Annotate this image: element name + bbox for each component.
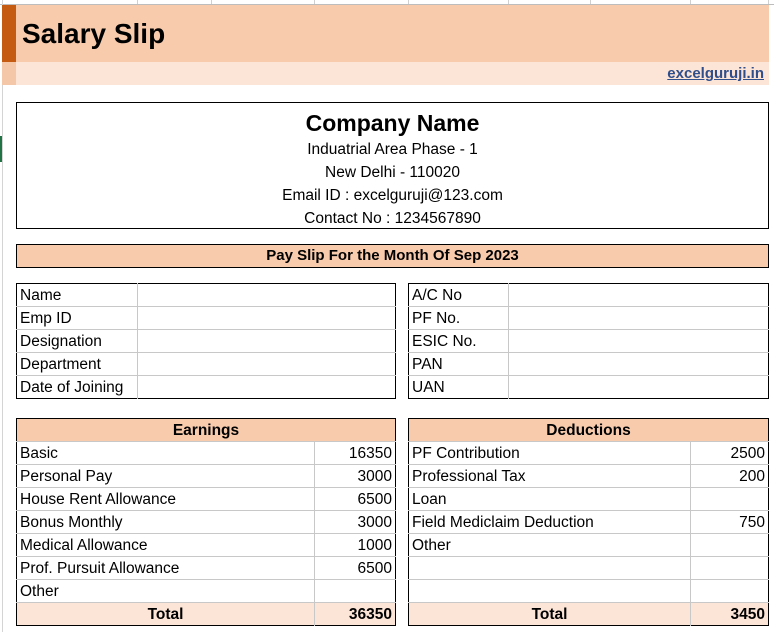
sheet-column-divider bbox=[690, 0, 691, 4]
table-row bbox=[17, 511, 396, 534]
deductions-header-row bbox=[409, 419, 769, 442]
field-label: Date of Joining bbox=[17, 376, 138, 399]
deduction-amount[interactable] bbox=[691, 580, 769, 603]
earnings-total-value: 36350 bbox=[315, 603, 396, 626]
uan-field[interactable] bbox=[509, 376, 769, 399]
deduction-label: Other bbox=[409, 534, 691, 557]
sheet-column-divider bbox=[768, 0, 769, 4]
field-label: Department bbox=[17, 353, 138, 376]
deduction-label bbox=[409, 557, 691, 580]
department-field[interactable] bbox=[138, 353, 396, 376]
pan-field[interactable] bbox=[509, 353, 769, 376]
deduction-label: PF Contribution bbox=[409, 442, 691, 465]
company-address-line1: Induatrial Area Phase - 1 bbox=[307, 141, 478, 158]
table-row bbox=[17, 284, 396, 307]
deduction-label: Field Mediclaim Deduction bbox=[409, 511, 691, 534]
earnings-header-row bbox=[17, 419, 396, 442]
name-field[interactable] bbox=[138, 284, 396, 307]
table-row bbox=[409, 465, 769, 488]
earning-label: Other bbox=[17, 580, 315, 603]
field-label: PAN bbox=[409, 353, 509, 376]
table-row bbox=[17, 353, 396, 376]
deductions-total-label: Total bbox=[409, 603, 691, 626]
earning-label: Bonus Monthly bbox=[17, 511, 315, 534]
company-address-line2: New Delhi - 110020 bbox=[325, 164, 460, 181]
company-name: Company Name bbox=[305, 110, 480, 136]
earning-amount[interactable]: 6500 bbox=[315, 488, 396, 511]
earning-label: Basic bbox=[17, 442, 315, 465]
field-label: Designation bbox=[17, 330, 138, 353]
deduction-amount[interactable]: 2500 bbox=[691, 442, 769, 465]
earning-amount[interactable]: 16350 bbox=[315, 442, 396, 465]
sheet-column-divider bbox=[590, 0, 591, 4]
field-label: PF No. bbox=[409, 307, 509, 330]
earnings-table bbox=[16, 418, 396, 626]
deductions-total-value: 3450 bbox=[691, 603, 769, 626]
table-row bbox=[409, 330, 769, 353]
payslip-month-title: Pay Slip For the Month Of Sep 2023 bbox=[16, 244, 769, 268]
sheet-column-divider bbox=[137, 0, 138, 4]
company-email: Email ID : excelguruji@123.com bbox=[282, 187, 503, 204]
table-row bbox=[409, 284, 769, 307]
employee-info-table bbox=[16, 283, 396, 399]
emp-id-field[interactable] bbox=[138, 307, 396, 330]
table-row bbox=[17, 557, 396, 580]
table-row bbox=[409, 580, 769, 603]
subtitle-band bbox=[2, 62, 769, 85]
designation-field[interactable] bbox=[138, 330, 396, 353]
field-label: Name bbox=[17, 284, 138, 307]
date-of-joining-field[interactable] bbox=[138, 376, 396, 399]
sheet-column-divider bbox=[314, 0, 315, 4]
table-row bbox=[409, 307, 769, 330]
active-cell-marker bbox=[0, 136, 2, 162]
title-accent-bar bbox=[2, 5, 16, 62]
field-label: UAN bbox=[409, 376, 509, 399]
company-info-box bbox=[16, 102, 769, 229]
table-row bbox=[409, 488, 769, 511]
pf-no-field[interactable] bbox=[509, 307, 769, 330]
table-row bbox=[409, 442, 769, 465]
field-label: Emp ID bbox=[17, 307, 138, 330]
deduction-amount[interactable] bbox=[691, 557, 769, 580]
table-row bbox=[409, 557, 769, 580]
deduction-amount[interactable]: 200 bbox=[691, 465, 769, 488]
earning-amount[interactable]: 3000 bbox=[315, 465, 396, 488]
table-row bbox=[409, 353, 769, 376]
earning-label: Personal Pay bbox=[17, 465, 315, 488]
deductions-heading: Deductions bbox=[409, 419, 769, 442]
earning-label: Medical Allowance bbox=[17, 534, 315, 557]
company-contact: Contact No : 1234567890 bbox=[304, 210, 481, 227]
earning-label: House Rent Allowance bbox=[17, 488, 315, 511]
deduction-label bbox=[409, 580, 691, 603]
field-label: A/C No bbox=[409, 284, 509, 307]
sheet-column-divider bbox=[508, 0, 509, 4]
earnings-total-row bbox=[17, 603, 396, 626]
table-row bbox=[409, 376, 769, 399]
sheet-column-divider bbox=[211, 0, 212, 4]
table-row bbox=[17, 488, 396, 511]
table-row bbox=[17, 580, 396, 603]
sheet-column-divider bbox=[408, 0, 409, 4]
table-row bbox=[17, 307, 396, 330]
deduction-label: Professional Tax bbox=[409, 465, 691, 488]
field-label: ESIC No. bbox=[409, 330, 509, 353]
earnings-heading: Earnings bbox=[17, 419, 396, 442]
table-row bbox=[17, 376, 396, 399]
earning-amount[interactable]: 6500 bbox=[315, 557, 396, 580]
page-title: Salary Slip bbox=[22, 18, 166, 49]
earnings-total-label: Total bbox=[17, 603, 315, 626]
deduction-amount[interactable]: 750 bbox=[691, 511, 769, 534]
table-row bbox=[17, 442, 396, 465]
deduction-amount[interactable] bbox=[691, 534, 769, 557]
table-row bbox=[17, 330, 396, 353]
deduction-amount[interactable] bbox=[691, 488, 769, 511]
earning-amount[interactable]: 3000 bbox=[315, 511, 396, 534]
earning-label: Prof. Pursuit Allowance bbox=[17, 557, 315, 580]
ac-no-field[interactable] bbox=[509, 284, 769, 307]
esic-no-field[interactable] bbox=[509, 330, 769, 353]
earning-amount[interactable]: 1000 bbox=[315, 534, 396, 557]
deduction-label: Loan bbox=[409, 488, 691, 511]
deductions-total-row bbox=[409, 603, 769, 626]
subtitle-accent-bar bbox=[2, 62, 16, 85]
table-row bbox=[409, 511, 769, 534]
website-link[interactable]: excelguruji.in bbox=[667, 65, 764, 82]
table-row bbox=[17, 534, 396, 557]
bank-info-table bbox=[408, 283, 769, 399]
table-row bbox=[409, 534, 769, 557]
deductions-table bbox=[408, 418, 769, 626]
earning-amount[interactable] bbox=[315, 580, 396, 603]
sheet-left-border bbox=[2, 0, 3, 632]
table-row bbox=[17, 465, 396, 488]
